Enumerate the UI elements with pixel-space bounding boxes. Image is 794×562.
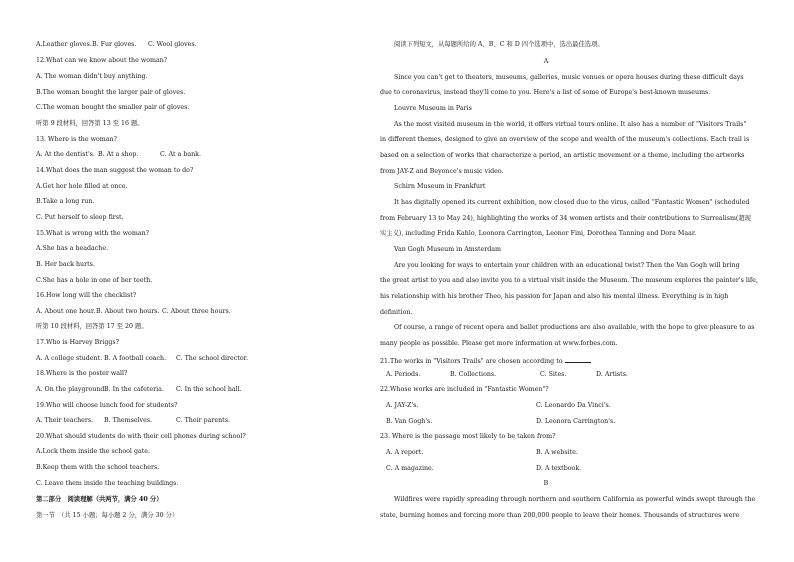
- option: A.Get her hole filled at once.: [36, 183, 128, 190]
- option: A. The woman didn't buy anything.: [36, 73, 148, 80]
- option: B. Themselves.: [104, 417, 153, 424]
- option: C. About three hours.: [162, 308, 231, 315]
- q23-options-row1: [386, 449, 578, 457]
- option: A. A report.: [386, 449, 424, 456]
- reading-instruction: 阅读下列短文，从每题所给的 A、B、C 和 D 四个选项中，选出最佳选项。: [394, 41, 604, 48]
- vangogh-title: Van Gogh Museum in Amsterdam: [394, 246, 502, 253]
- option: A. About one hour.: [36, 308, 96, 315]
- option: B. Van Gogh's.: [386, 418, 433, 425]
- part-2-heading: 第二部分 阅读理解（共两节，满分 40 分）: [36, 496, 163, 503]
- option: B. Collections.: [450, 371, 497, 378]
- question-21-text: 21.The works in "Visitors Trails" are chosen according to: [380, 358, 563, 365]
- option: C. Their parents.: [176, 417, 230, 424]
- q23-options-row2: [386, 465, 581, 473]
- option: C. In the school hall.: [176, 386, 242, 393]
- schirn-line: 实主义), including Frida Kahlo, Leonora Carrington, Leonor Fini, Dorothea Tanning and Dora Maar.: [380, 230, 697, 237]
- question-16: 16.How long will the checklist?: [36, 292, 137, 299]
- q19-options: [36, 417, 230, 425]
- option: A. Their teachers.: [36, 417, 94, 424]
- option: C. Put herself to sleep first.: [36, 214, 124, 221]
- schirn-title: Schirn Museum in Frankfurt: [394, 183, 486, 190]
- intro-line: due to coronavirus, instead they'll come to you. Here's a list of some of Europe's best-known museums.: [380, 89, 711, 96]
- option: C. Sites.: [540, 371, 567, 378]
- passage-b-label: B: [543, 480, 549, 487]
- option: D. Leonora Carrington's.: [536, 418, 616, 425]
- vangogh-line: Are you looking for ways to entertain your children with an educational twist? Then the Van Gogh will bring: [394, 262, 740, 269]
- louvre-line: based on a selection of works that characterize a period, an artistic movement or a theme, including the artworks: [380, 152, 745, 159]
- schirn-line: It has digitally opened its current exhibition, now closed due to the virus, called "Fantastic Women" (scheduled: [394, 199, 750, 206]
- option: B.Keep them with the school teachers.: [36, 464, 160, 471]
- option: A.Leather gloves.: [36, 41, 92, 48]
- option: C. Wool gloves.: [148, 41, 197, 48]
- option: C. Leonardo Da Vinci's.: [536, 402, 611, 409]
- option: A.She has a headache.: [36, 245, 109, 252]
- q13-options: [36, 151, 201, 159]
- option: B. Her back hurts.: [36, 261, 95, 268]
- option: B. At a shop.: [98, 151, 139, 158]
- option: A. At the dentist's.: [36, 151, 95, 158]
- option: A. Periods.: [386, 371, 421, 378]
- option: B. About two hours.: [96, 308, 160, 315]
- louvre-line: As the most visited museum in the world, it offers virtual tours online. It also has a number of "Visitors Trails": [394, 121, 747, 128]
- vangogh-line: his relationship with his brother Theo, his passion for Japan and also his mental illness. Everything is in high: [380, 293, 729, 300]
- question-12: 12.What can we know about the woman?: [36, 57, 168, 64]
- answer-blank: [565, 356, 591, 363]
- schirn-line: from February 13 to May 24), highlighting the works of 34 women artists and their contributions to Surrealism(超现: [380, 215, 751, 222]
- louvre-title: Louvre Museum in Paris: [394, 105, 472, 112]
- option: C. A magazine.: [386, 465, 434, 472]
- passage-b-line: Wildfires were rapidly spreading through northern and southern California as powerful winds swept through the: [394, 496, 756, 503]
- question-17: 17.Who is Harvey Briggs?: [36, 339, 120, 346]
- option: C.The woman bought the smaller pair of gloves.: [36, 104, 190, 111]
- option: B. A football coach.: [104, 355, 167, 362]
- q11-options: [36, 41, 197, 49]
- option: C. The school director.: [176, 355, 248, 362]
- question-22: 22.Whose works are included in "Fantastic Women"?: [380, 386, 549, 393]
- option: B. In the cafeteria.: [104, 386, 164, 393]
- section-heading: 听第 10 段材料，回答第 17 至 20 题。: [36, 323, 148, 330]
- passage-a-label: A: [543, 58, 549, 65]
- part-2-section-1: 第一节 （共 15 小题；每小题 2 分，满分 30 分）: [36, 512, 179, 519]
- question-18: 18.Where is the poster wall?: [36, 370, 128, 377]
- question-20: 20.What should students do with their cell phones during school?: [36, 433, 246, 440]
- section-heading: 听第 9 段材料，回答第 13 至 16 题。: [36, 120, 144, 127]
- closing-line: Of course, a range of recent opera and ballet productions are also available, with the hope to give pleasure to as: [394, 324, 755, 331]
- vangogh-line: the great artist to you and also invite you to a virtual visit inside the Museum. The museum explores the painter's life,: [380, 277, 758, 284]
- question-21: [380, 356, 591, 366]
- q21-options: [386, 371, 628, 379]
- louvre-line: from JAY-Z and Beyonce's music video.: [380, 168, 504, 175]
- question-15: 15.What is wrong with the woman?: [36, 230, 149, 237]
- question-23: 23. Where is the passage most likely to be taken from?: [380, 433, 556, 440]
- vangogh-line: definition.: [380, 309, 413, 316]
- q17-options: [36, 355, 248, 363]
- question-19: 19.Who will choose lunch food for students?: [36, 402, 178, 409]
- question-13: 13. Where is the woman?: [36, 136, 117, 143]
- passage-b-line: state, burning homes and forcing more than 200,000 people to leave their homes. Thousands of structures were: [380, 512, 740, 519]
- intro-line: Since you can't get to theaters, museums, galleries, music venues or opera houses during these difficult days: [394, 74, 744, 81]
- option: B.Take a long run.: [36, 198, 95, 205]
- q16-options: [36, 308, 231, 316]
- q22-options-row2: [386, 418, 615, 426]
- option: D. Artists.: [596, 371, 628, 378]
- option: A. JAY-Z's.: [386, 402, 419, 409]
- option: B. A website.: [536, 449, 578, 456]
- q18-options: [36, 386, 242, 394]
- option: A.Lock them inside the school gate.: [36, 448, 150, 455]
- option: C. At a bank.: [160, 151, 201, 158]
- question-14: 14.What does the man suggest the woman to do?: [36, 167, 194, 174]
- option: C.She has a hole in one of her teeth.: [36, 277, 153, 284]
- option: C. Leave them inside the teaching buildings.: [36, 480, 179, 487]
- closing-line: many people as possible. Please get more information at www.forbes.com.: [380, 340, 618, 347]
- option: A. A college student.: [36, 355, 103, 362]
- louvre-line: in different themes, designed to give an overview of the scope and wealth of the museum's collections. Each trail is: [380, 136, 750, 143]
- option: B. Fur gloves.: [92, 41, 137, 48]
- option: D. A textbook.: [536, 465, 582, 472]
- option: A. On the playground.: [36, 386, 107, 393]
- option: B.The woman bought the larger pair of gloves.: [36, 89, 186, 96]
- q22-options-row1: [386, 402, 611, 410]
